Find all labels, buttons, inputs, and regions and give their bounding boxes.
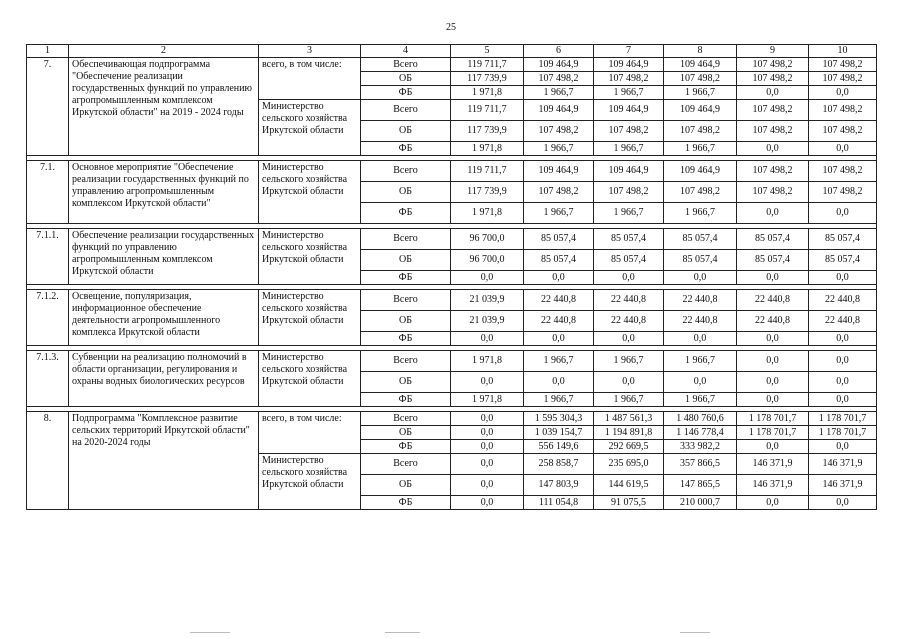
amount-cell: 0,0 [809, 496, 877, 510]
amount-cell: 109 464,9 [524, 100, 594, 121]
budget-table [26, 44, 877, 510]
amount-cell: 1 966,7 [594, 351, 664, 372]
program-description: Субвенции на реализацию полномочий в области организации, регулирования и охраны водных биологических ресурсов [69, 351, 259, 407]
amount-cell: 109 464,9 [594, 100, 664, 121]
funding-source: ОБ [361, 426, 451, 440]
amount-cell: 146 371,9 [809, 454, 877, 475]
amount-cell: 0,0 [737, 393, 809, 407]
amount-cell: 1 966,7 [664, 203, 737, 224]
column-number-row [27, 45, 877, 58]
amount-cell: 1 971,8 [451, 142, 524, 156]
amount-cell: 109 464,9 [524, 161, 594, 182]
amount-cell: 119 711,7 [451, 161, 524, 182]
amount-cell: 1 487 561,3 [594, 412, 664, 426]
amount-cell: 0,0 [809, 142, 877, 156]
amount-cell: 1 178 701,7 [737, 412, 809, 426]
amount-cell: 0,0 [809, 372, 877, 393]
amount-cell: 107 498,2 [737, 100, 809, 121]
amount-cell: 119 711,7 [451, 58, 524, 72]
table-row [27, 351, 877, 372]
funding-source: ОБ [361, 372, 451, 393]
amount-cell: 107 498,2 [809, 182, 877, 203]
amount-cell: 0,0 [594, 372, 664, 393]
amount-cell: 0,0 [524, 271, 594, 285]
amount-cell: 107 498,2 [594, 121, 664, 142]
item-number: 7.1. [27, 161, 69, 224]
amount-cell: 91 075,5 [594, 496, 664, 510]
amount-cell: 1 178 701,7 [809, 412, 877, 426]
amount-cell: 107 498,2 [664, 121, 737, 142]
amount-cell: 22 440,8 [737, 290, 809, 311]
page-number: 25 [446, 22, 456, 33]
amount-cell: 1 971,8 [451, 203, 524, 224]
amount-cell: 0,0 [451, 372, 524, 393]
scan-edge-marks [0, 630, 902, 636]
funding-source: ОБ [361, 182, 451, 203]
table-row [27, 290, 877, 311]
amount-cell: 96 700,0 [451, 229, 524, 250]
amount-cell: 0,0 [737, 332, 809, 346]
funding-source: Всего [361, 351, 451, 372]
amount-cell: 0,0 [451, 271, 524, 285]
funding-source: ФБ [361, 271, 451, 285]
amount-cell: 117 739,9 [451, 182, 524, 203]
table-row [27, 58, 877, 72]
column-number: 2 [69, 45, 259, 58]
amount-cell: 1 966,7 [594, 203, 664, 224]
executor-name: Министерство сельского хозяйства Иркутской области [259, 290, 361, 346]
amount-cell: 22 440,8 [594, 290, 664, 311]
column-number: 8 [664, 45, 737, 58]
amount-cell: 0,0 [737, 372, 809, 393]
column-number: 6 [524, 45, 594, 58]
amount-cell: 0,0 [809, 271, 877, 285]
amount-cell: 107 498,2 [809, 100, 877, 121]
column-number: 7 [594, 45, 664, 58]
amount-cell: 1 971,8 [451, 86, 524, 100]
amount-cell: 556 149,6 [524, 440, 594, 454]
funding-source: Всего [361, 58, 451, 72]
amount-cell: 1 971,8 [451, 351, 524, 372]
funding-source: ФБ [361, 142, 451, 156]
column-number: 1 [27, 45, 69, 58]
amount-cell: 0,0 [451, 412, 524, 426]
amount-cell: 0,0 [451, 332, 524, 346]
amount-cell: 109 464,9 [664, 58, 737, 72]
amount-cell: 107 498,2 [524, 72, 594, 86]
funding-source: ФБ [361, 86, 451, 100]
amount-cell: 1 146 778,4 [664, 426, 737, 440]
program-description: Обеспечение реализации государственных функций по управлению агропромышленным комплексом Иркутской области [69, 229, 259, 285]
column-number: 10 [809, 45, 877, 58]
funding-source: Всего [361, 229, 451, 250]
amount-cell: 0,0 [451, 496, 524, 510]
amount-cell: 107 498,2 [594, 182, 664, 203]
amount-cell: 0,0 [737, 271, 809, 285]
amount-cell: 146 371,9 [809, 475, 877, 496]
funding-source: ОБ [361, 475, 451, 496]
executor-name: всего, в том числе: [259, 412, 361, 454]
amount-cell: 333 982,2 [664, 440, 737, 454]
amount-cell: 22 440,8 [809, 311, 877, 332]
funding-source: Всего [361, 454, 451, 475]
amount-cell: 0,0 [451, 475, 524, 496]
funding-source: ОБ [361, 311, 451, 332]
amount-cell: 210 000,7 [664, 496, 737, 510]
column-number: 9 [737, 45, 809, 58]
column-number: 3 [259, 45, 361, 58]
amount-cell: 22 440,8 [737, 311, 809, 332]
amount-cell: 96 700,0 [451, 250, 524, 271]
table-row [27, 161, 877, 182]
amount-cell: 107 498,2 [809, 72, 877, 86]
column-number: 4 [361, 45, 451, 58]
amount-cell: 1 966,7 [524, 203, 594, 224]
amount-cell: 107 498,2 [524, 121, 594, 142]
funding-source: ФБ [361, 393, 451, 407]
amount-cell: 1 966,7 [594, 142, 664, 156]
executor-name: Министерство сельского хозяйства Иркутской области [259, 100, 361, 156]
funding-source: Всего [361, 412, 451, 426]
amount-cell: 0,0 [664, 372, 737, 393]
amount-cell: 22 440,8 [664, 311, 737, 332]
amount-cell: 1 178 701,7 [737, 426, 809, 440]
amount-cell: 107 498,2 [737, 58, 809, 72]
executor-name: Министерство сельского хозяйства Иркутской области [259, 229, 361, 285]
amount-cell: 1 966,7 [664, 351, 737, 372]
amount-cell: 1 178 701,7 [809, 426, 877, 440]
amount-cell: 85 057,4 [737, 229, 809, 250]
amount-cell: 1 480 760,6 [664, 412, 737, 426]
amount-cell: 258 858,7 [524, 454, 594, 475]
amount-cell: 0,0 [664, 332, 737, 346]
item-number: 7. [27, 58, 69, 156]
funding-source: ФБ [361, 440, 451, 454]
amount-cell: 0,0 [594, 271, 664, 285]
amount-cell: 146 371,9 [737, 454, 809, 475]
amount-cell: 0,0 [809, 86, 877, 100]
funding-source: ФБ [361, 496, 451, 510]
amount-cell: 1 966,7 [524, 351, 594, 372]
amount-cell: 0,0 [737, 351, 809, 372]
item-number: 7.1.3. [27, 351, 69, 407]
amount-cell: 0,0 [451, 454, 524, 475]
item-number: 7.1.1. [27, 229, 69, 285]
executor-name: всего, в том числе: [259, 58, 361, 100]
funding-source: ОБ [361, 72, 451, 86]
amount-cell: 21 039,9 [451, 290, 524, 311]
amount-cell: 0,0 [809, 203, 877, 224]
amount-cell: 109 464,9 [524, 58, 594, 72]
amount-cell: 1 966,7 [594, 86, 664, 100]
amount-cell: 22 440,8 [809, 290, 877, 311]
amount-cell: 21 039,9 [451, 311, 524, 332]
amount-cell: 107 498,2 [737, 121, 809, 142]
table-row [27, 229, 877, 250]
amount-cell: 107 498,2 [809, 161, 877, 182]
amount-cell: 107 498,2 [809, 121, 877, 142]
amount-cell: 111 054,8 [524, 496, 594, 510]
amount-cell: 85 057,4 [594, 250, 664, 271]
table-row [27, 412, 877, 426]
amount-cell: 0,0 [524, 372, 594, 393]
amount-cell: 85 057,4 [737, 250, 809, 271]
amount-cell: 107 498,2 [594, 72, 664, 86]
program-description: Основное мероприятие "Обеспечение реализации государственных функций по управлению агропромышленным комплексом Иркутской области" [69, 161, 259, 224]
amount-cell: 1 966,7 [524, 393, 594, 407]
amount-cell: 0,0 [737, 142, 809, 156]
amount-cell: 1 966,7 [664, 86, 737, 100]
funding-source: ФБ [361, 332, 451, 346]
executor-name: Министерство сельского хозяйства Иркутской области [259, 161, 361, 224]
amount-cell: 22 440,8 [524, 311, 594, 332]
amount-cell: 292 669,5 [594, 440, 664, 454]
item-number: 7.1.2. [27, 290, 69, 346]
amount-cell: 0,0 [524, 332, 594, 346]
amount-cell: 0,0 [451, 440, 524, 454]
amount-cell: 107 498,2 [664, 72, 737, 86]
column-number: 5 [451, 45, 524, 58]
executor-name: Министерство сельского хозяйства Иркутской области [259, 351, 361, 407]
amount-cell: 107 498,2 [809, 58, 877, 72]
amount-cell: 85 057,4 [594, 229, 664, 250]
amount-cell: 1 966,7 [524, 142, 594, 156]
funding-source: Всего [361, 100, 451, 121]
program-description: Обеспечивающая подпрограмма "Обеспечение реализации государственных функций по управлению агропромышленным комплексом Иркутской области" на 2019 - 2024 годы [69, 58, 259, 156]
amount-cell: 1 039 154,7 [524, 426, 594, 440]
amount-cell: 85 057,4 [809, 229, 877, 250]
amount-cell: 85 057,4 [664, 250, 737, 271]
amount-cell: 109 464,9 [594, 58, 664, 72]
executor-name: Министерство сельского хозяйства Иркутской области [259, 454, 361, 510]
amount-cell: 0,0 [809, 393, 877, 407]
funding-source: ОБ [361, 250, 451, 271]
amount-cell: 109 464,9 [594, 161, 664, 182]
amount-cell: 0,0 [737, 496, 809, 510]
amount-cell: 85 057,4 [524, 229, 594, 250]
amount-cell: 85 057,4 [524, 250, 594, 271]
amount-cell: 119 711,7 [451, 100, 524, 121]
funding-source: Всего [361, 161, 451, 182]
amount-cell: 22 440,8 [524, 290, 594, 311]
amount-cell: 0,0 [737, 440, 809, 454]
amount-cell: 1 966,7 [524, 86, 594, 100]
funding-source: ФБ [361, 203, 451, 224]
amount-cell: 109 464,9 [664, 100, 737, 121]
amount-cell: 1 595 304,3 [524, 412, 594, 426]
amount-cell: 144 619,5 [594, 475, 664, 496]
amount-cell: 107 498,2 [524, 182, 594, 203]
amount-cell: 0,0 [737, 86, 809, 100]
amount-cell: 107 498,2 [737, 72, 809, 86]
amount-cell: 0,0 [809, 440, 877, 454]
amount-cell: 1 966,7 [664, 393, 737, 407]
amount-cell: 0,0 [451, 426, 524, 440]
amount-cell: 1 966,7 [664, 142, 737, 156]
amount-cell: 0,0 [737, 203, 809, 224]
amount-cell: 85 057,4 [809, 250, 877, 271]
amount-cell: 146 371,9 [737, 475, 809, 496]
amount-cell: 117 739,9 [451, 72, 524, 86]
amount-cell: 107 498,2 [737, 182, 809, 203]
amount-cell: 1 966,7 [594, 393, 664, 407]
amount-cell: 0,0 [809, 351, 877, 372]
amount-cell: 109 464,9 [664, 161, 737, 182]
program-description: Освещение, популяризация, информационное обеспечение деятельности агропромышленного комплекса Иркутской области [69, 290, 259, 346]
funding-source: ОБ [361, 121, 451, 142]
amount-cell: 147 865,5 [664, 475, 737, 496]
funding-source: Всего [361, 290, 451, 311]
item-number: 8. [27, 412, 69, 510]
amount-cell: 22 440,8 [594, 311, 664, 332]
amount-cell: 235 695,0 [594, 454, 664, 475]
program-description: Подпрограмма "Комплексное развитие сельских территорий Иркутской области" на 2020-2024 годы [69, 412, 259, 510]
amount-cell: 1 194 891,8 [594, 426, 664, 440]
amount-cell: 1 971,8 [451, 393, 524, 407]
amount-cell: 357 866,5 [664, 454, 737, 475]
amount-cell: 85 057,4 [664, 229, 737, 250]
amount-cell: 0,0 [664, 271, 737, 285]
amount-cell: 117 739,9 [451, 121, 524, 142]
amount-cell: 0,0 [809, 332, 877, 346]
amount-cell: 107 498,2 [737, 161, 809, 182]
amount-cell: 0,0 [594, 332, 664, 346]
amount-cell: 22 440,8 [664, 290, 737, 311]
amount-cell: 147 803,9 [524, 475, 594, 496]
amount-cell: 107 498,2 [664, 182, 737, 203]
